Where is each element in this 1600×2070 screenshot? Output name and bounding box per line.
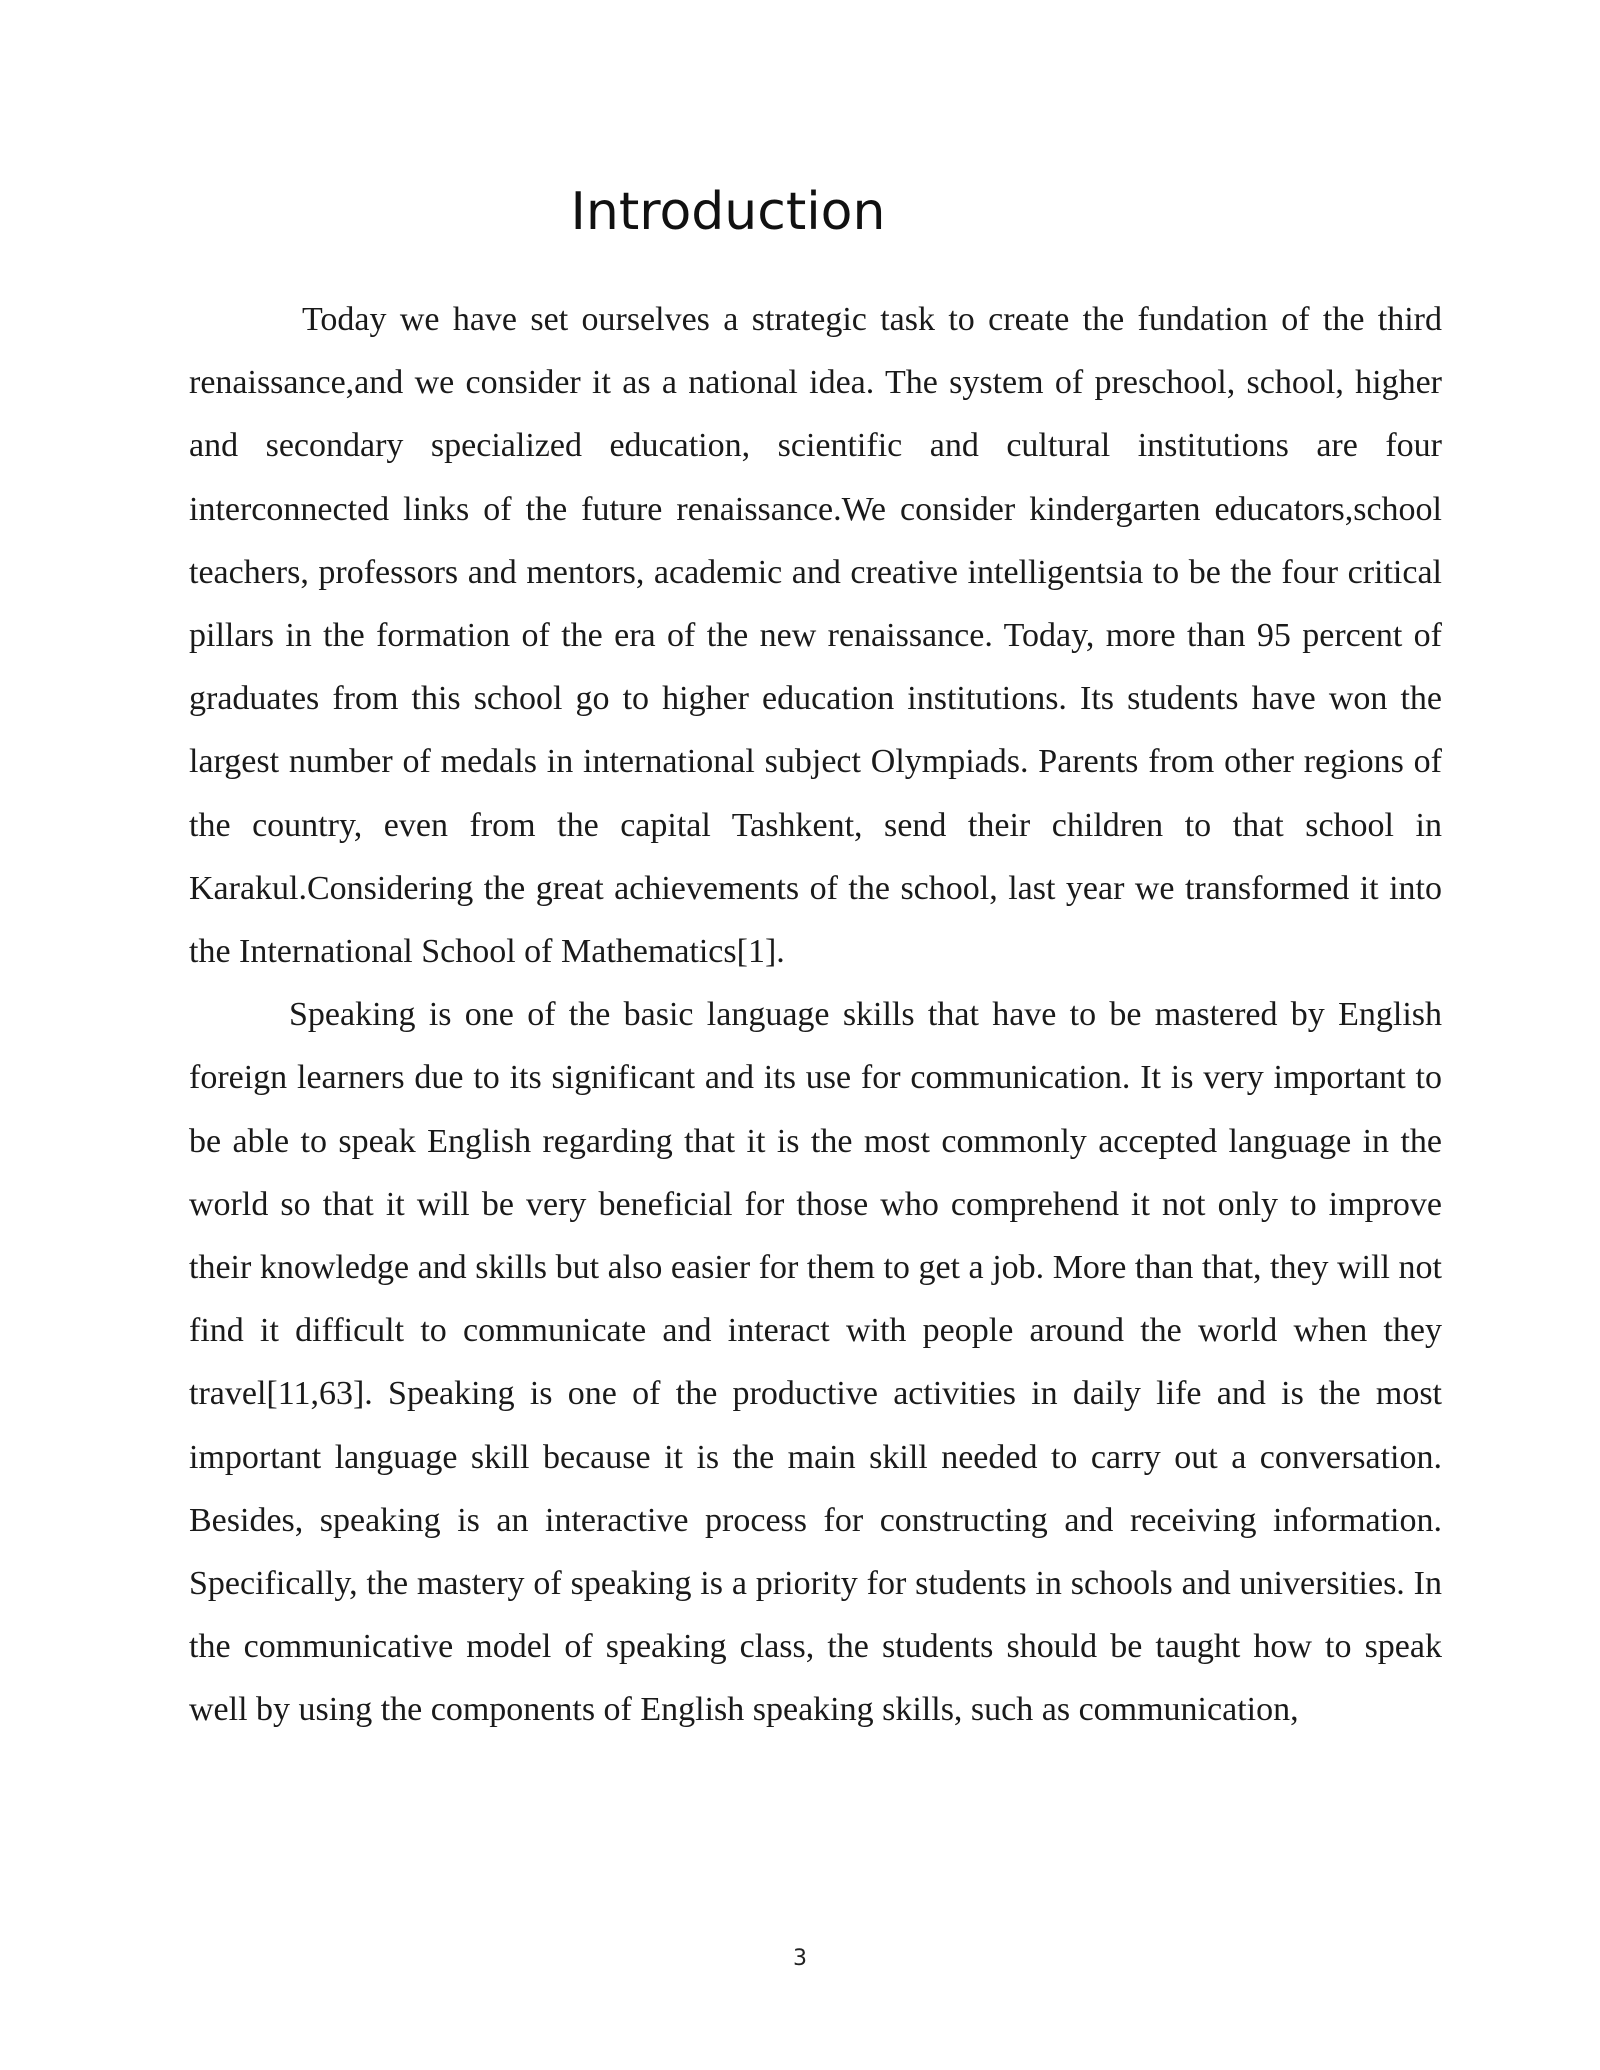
page-number: 3: [793, 1946, 807, 1971]
body-text: [189, 288, 1442, 1742]
paragraph-intro: Today we have set ourselves a strategic task to create the fundation of the third renaissance,and we consider it as a national idea. The system of preschool, school, higher and secondary specialized education, scientific and cultural institutions are four interconnected links of the future renaissance.We consider kindergarten educators,school teachers, professors and mentors, academic and creative intelligentsia to be the four critical pillars in the formation of the era of the new renaissance. Today, more than 95 percent of graduates from this school go to higher education institutions. Its students have won the largest number of medals in international subject Olympiads. Parents from other regions of the country, even from the capital Tashkent, send their children to that school in Karakul.Considering the great achievements of the school, last year we transformed it into the International School of Mathematics[1].: [189, 301, 1442, 971]
page-title: Introduction: [570, 182, 886, 242]
paragraph-speaking: Speaking is one of the basic language skills that have to be mastered by English foreign learners due to its significant and its use for communication. It is very important to be able to speak English regarding that it is the most commonly accepted language in the world so that it will be very beneficial for those who comprehend it not only to improve their knowledge and skills but also easier for them to get a job. More than that, they will not find it difficult to communicate and interact with people around the world when they travel[11,63]. Speaking is one of the productive activities in daily life and is the most important language skill because it is the main skill needed to carry out a conversation. Besides, speaking is an interactive process for constructing and receiving information. Specifically, the mastery of speaking is a priority for students in schools and universities. In the communicative model of speaking class, the students should be taught how to speak well by using the components of English speaking skills, such as communication,: [189, 996, 1442, 1729]
